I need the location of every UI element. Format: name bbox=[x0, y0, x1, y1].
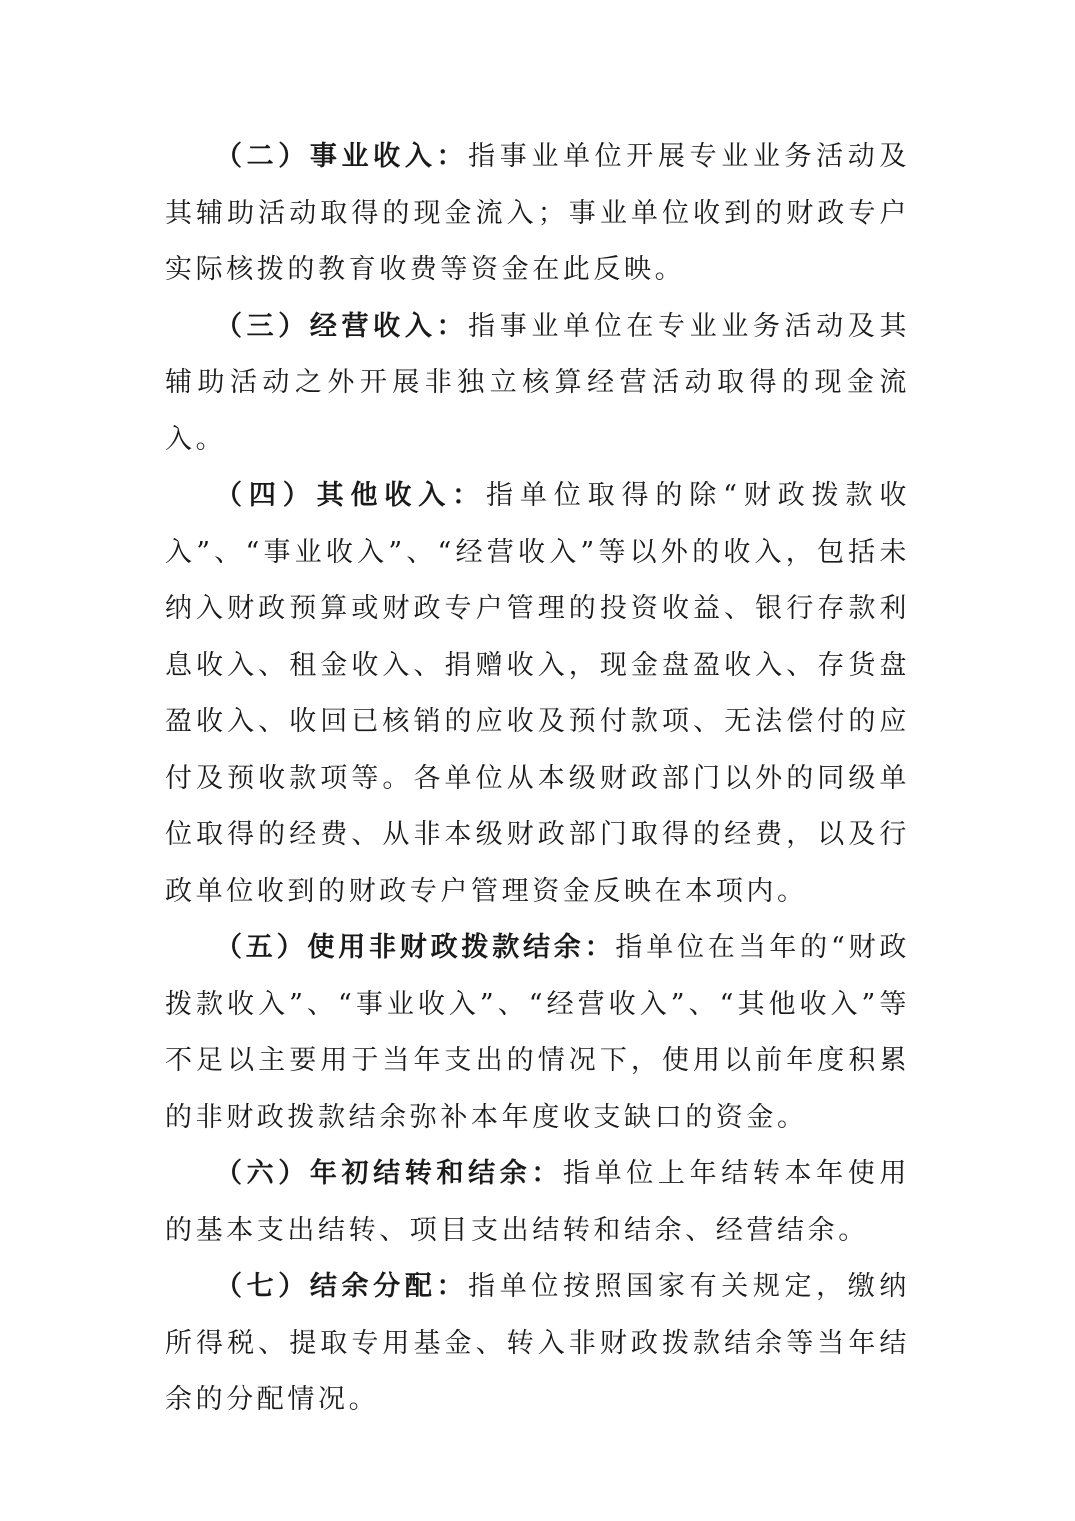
section-term: （七）结余分配： bbox=[215, 1271, 469, 1302]
section-term: （三）经营收入： bbox=[215, 310, 469, 342]
section-surplus-distribution bbox=[165, 1259, 910, 1429]
section-term: （二）事业收入： bbox=[215, 141, 469, 172]
section-business-income bbox=[165, 129, 910, 299]
section-text: 指单位取得的除“财政拨款收入”、“事业收入”、“经营收入”等以外的收入，包括未纳入财政预算或财政专户管理的投资收益、银行存款利息收入、租金收入、捐赠收入，现金盘盈收入、存货盘盈收入、收回已核销的应收及预付款项、无法偿付的应付及预收款项等。各单位从本级财政部门以外的同级单位取得的经费、从非本级财政部门取得的经费，以及行政单位收到的财政专户管理资金反映在本项内。 bbox=[165, 480, 910, 907]
section-text: 指单位上年结转本年使用的基本支出结转、项目支出结转和结余、经营结余。 bbox=[165, 1158, 910, 1246]
section-text: 指事业单位在专业业务活动及其辅助活动之外开展非独立核算经营活动取得的现金流入。 bbox=[165, 310, 910, 455]
section-term: （四）其他收入： bbox=[215, 480, 487, 511]
section-text: 指单位按照国家有关规定，缴纳所得税、提取专用基金、转入非财政拨款结余等当年结余的分配情况。 bbox=[165, 1271, 910, 1415]
section-non-fiscal-balance-use bbox=[165, 920, 910, 1146]
section-text: 指事业单位开展专业业务活动及其辅助活动取得的现金流入；事业单位收到的财政专户实际核拨的教育收费等资金在此反映。 bbox=[165, 141, 910, 285]
section-term: （六）年初结转和结余： bbox=[215, 1158, 564, 1189]
document-body bbox=[165, 129, 910, 1429]
section-term: （五）使用非财政拨款结余： bbox=[215, 932, 616, 963]
section-opening-carryover bbox=[165, 1146, 910, 1259]
section-operating-income bbox=[165, 299, 910, 469]
section-text: 指单位在当年的“财政拨款收入”、“事业收入”、“经营收入”、“其他收入”等不足以主要用于当年支出的情况下，使用以前年度积累的非财政拨款结余弥补本年度收支缺口的资金。 bbox=[165, 932, 910, 1133]
section-other-income bbox=[165, 468, 910, 920]
